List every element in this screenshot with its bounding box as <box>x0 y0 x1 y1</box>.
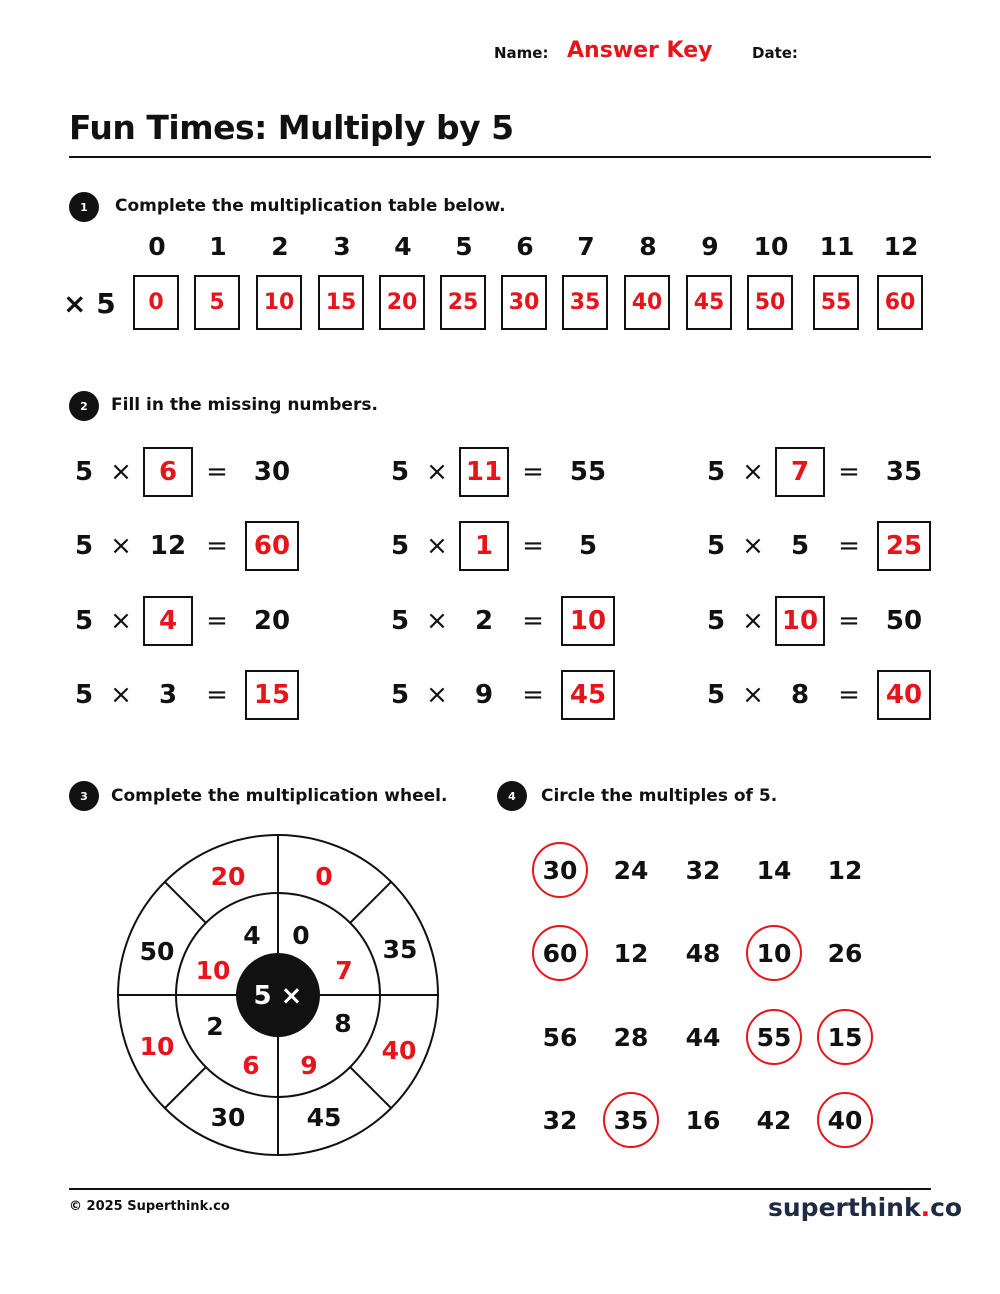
wheel-outer-number: 45 <box>306 1103 342 1132</box>
grid-number: 42 <box>756 1105 792 1135</box>
times-sign: × <box>742 531 764 561</box>
equals-sign: = <box>522 457 544 487</box>
grid-number: 48 <box>685 938 721 968</box>
wheel-inner-number: 7 <box>335 956 353 985</box>
equals-sign: = <box>206 680 228 710</box>
equation-term: 3 <box>158 680 178 710</box>
equation-term: 5 <box>74 457 94 487</box>
table-answer-box: 55 <box>813 275 859 330</box>
equals-sign: = <box>838 457 860 487</box>
wheel-spoke <box>165 882 206 923</box>
equation-term: 20 <box>253 606 291 636</box>
equation-term: 5 <box>390 680 410 710</box>
answer-box: 6 <box>143 447 193 497</box>
equals-sign: = <box>206 606 228 636</box>
grid-number: 12 <box>613 938 649 968</box>
times-sign: × <box>110 680 132 710</box>
table-answer-box: 15 <box>318 275 364 330</box>
page-title: Fun Times: Multiply by 5 <box>69 108 514 147</box>
table-header-cell: 7 <box>577 232 595 261</box>
question-2-badge: 2 <box>69 391 99 421</box>
wheel-inner-number: 0 <box>292 921 310 950</box>
equation-term: 9 <box>474 680 494 710</box>
question-2-instruction: Fill in the missing numbers. <box>111 395 378 415</box>
table-header-cell: 9 <box>701 232 719 261</box>
table-header-cell: 2 <box>271 232 289 261</box>
equation-term: 2 <box>474 606 494 636</box>
table-answer-box: 0 <box>133 275 179 330</box>
equation-term: 50 <box>885 606 923 636</box>
times-sign: × <box>426 457 448 487</box>
table-answer-box: 50 <box>747 275 793 330</box>
question-3-instruction: Complete the multiplication wheel. <box>111 786 448 806</box>
equals-sign: = <box>522 680 544 710</box>
circled-multiple: 60 <box>532 925 588 981</box>
times-five-label: × 5 <box>63 287 116 320</box>
answer-box: 7 <box>775 447 825 497</box>
table-answer-box: 5 <box>194 275 240 330</box>
circled-multiple: 35 <box>603 1092 659 1148</box>
grid-number: 16 <box>685 1105 721 1135</box>
equals-sign: = <box>206 531 228 561</box>
wheel-outer-number: 20 <box>210 862 246 891</box>
times-sign: × <box>110 457 132 487</box>
answer-box: 15 <box>245 670 299 720</box>
table-header-cell: 6 <box>516 232 534 261</box>
equation-term: 5 <box>706 531 726 561</box>
circled-multiple: 15 <box>817 1009 873 1065</box>
wheel-outer-number: 0 <box>315 862 333 891</box>
copyright: © 2025 Superthink.co <box>69 1199 230 1214</box>
times-sign: × <box>742 606 764 636</box>
brand-logo <box>768 1193 962 1222</box>
equation-term: 5 <box>706 457 726 487</box>
answer-box: 11 <box>459 447 509 497</box>
table-answer-box: 45 <box>686 275 732 330</box>
multiplication-wheel <box>115 832 441 1158</box>
circled-multiple: 55 <box>746 1009 802 1065</box>
table-answer-box: 10 <box>256 275 302 330</box>
footer-divider <box>69 1188 931 1190</box>
circled-multiple: 10 <box>746 925 802 981</box>
grid-number: 24 <box>613 855 649 885</box>
table-header-cell: 11 <box>819 232 855 261</box>
grid-number: 56 <box>542 1022 578 1052</box>
wheel-center-label: 5 × <box>253 981 303 1011</box>
question-4-badge: 4 <box>497 781 527 811</box>
wheel-outer-number: 50 <box>139 937 175 966</box>
equation-term: 8 <box>790 680 810 710</box>
wheel-inner-number: 6 <box>242 1051 260 1080</box>
wheel-spoke <box>165 1067 206 1108</box>
times-sign: × <box>426 606 448 636</box>
grid-number: 44 <box>685 1022 721 1052</box>
equation-term: 5 <box>706 680 726 710</box>
equation-term: 5 <box>578 531 598 561</box>
table-answer-box: 30 <box>501 275 547 330</box>
wheel-outer-number: 35 <box>382 935 418 964</box>
grid-number: 32 <box>685 855 721 885</box>
question-4-instruction: Circle the multiples of 5. <box>541 786 778 806</box>
equals-sign: = <box>206 457 228 487</box>
equation-term: 5 <box>74 680 94 710</box>
title-divider <box>69 156 931 158</box>
equation-term: 55 <box>569 457 607 487</box>
equation-term: 30 <box>253 457 291 487</box>
table-answer-box: 25 <box>440 275 486 330</box>
equation-term: 35 <box>885 457 923 487</box>
times-sign: × <box>742 680 764 710</box>
equals-sign: = <box>522 606 544 636</box>
times-sign: × <box>742 457 764 487</box>
equals-sign: = <box>838 606 860 636</box>
grid-number: 28 <box>613 1022 649 1052</box>
table-header-cell: 1 <box>209 232 227 261</box>
grid-number: 14 <box>756 855 792 885</box>
times-sign: × <box>110 606 132 636</box>
answer-box: 60 <box>245 521 299 571</box>
table-header-cell: 8 <box>639 232 657 261</box>
table-header-cell: 10 <box>753 232 789 261</box>
question-1-instruction: Complete the multiplication table below. <box>115 196 506 216</box>
times-sign: × <box>426 680 448 710</box>
table-header-cell: 5 <box>455 232 473 261</box>
times-sign: × <box>110 531 132 561</box>
wheel-inner-number: 8 <box>334 1009 352 1038</box>
answer-box: 25 <box>877 521 931 571</box>
equation-term: 5 <box>390 606 410 636</box>
date-label: Date: <box>752 44 798 62</box>
wheel-outer-number: 30 <box>210 1103 246 1132</box>
question-3-badge: 3 <box>69 781 99 811</box>
answer-box: 10 <box>561 596 615 646</box>
table-header-cell: 12 <box>883 232 919 261</box>
wheel-spoke <box>350 1067 391 1108</box>
grid-number: 26 <box>827 938 863 968</box>
equals-sign: = <box>838 680 860 710</box>
equals-sign: = <box>838 531 860 561</box>
grid-number: 32 <box>542 1105 578 1135</box>
table-header-cell: 0 <box>148 232 166 261</box>
name-value: Answer Key <box>567 38 713 63</box>
wheel-inner-number: 4 <box>243 921 261 950</box>
brand-dot: . <box>920 1193 931 1222</box>
equation-term: 5 <box>74 606 94 636</box>
table-answer-box: 40 <box>624 275 670 330</box>
wheel-outer-number: 40 <box>381 1036 417 1065</box>
equals-sign: = <box>522 531 544 561</box>
answer-box: 4 <box>143 596 193 646</box>
table-answer-box: 60 <box>877 275 923 330</box>
table-answer-box: 20 <box>379 275 425 330</box>
equation-term: 5 <box>390 457 410 487</box>
wheel-spoke <box>350 882 391 923</box>
answer-box: 40 <box>877 670 931 720</box>
equation-term: 5 <box>790 531 810 561</box>
table-header-cell: 4 <box>394 232 412 261</box>
wheel-inner-number: 2 <box>206 1012 224 1041</box>
table-header-cell: 3 <box>333 232 351 261</box>
circled-multiple: 30 <box>532 842 588 898</box>
equation-term: 5 <box>706 606 726 636</box>
answer-box: 10 <box>775 596 825 646</box>
table-answer-box: 35 <box>562 275 608 330</box>
wheel-inner-number: 10 <box>195 956 231 985</box>
grid-number: 12 <box>827 855 863 885</box>
question-1-badge: 1 <box>69 192 99 222</box>
wheel-inner-number: 9 <box>300 1051 318 1080</box>
brand-name: superthink <box>768 1193 921 1222</box>
equation-term: 12 <box>149 531 187 561</box>
answer-box: 1 <box>459 521 509 571</box>
name-label: Name: <box>494 44 549 62</box>
equation-term: 5 <box>390 531 410 561</box>
answer-box: 45 <box>561 670 615 720</box>
equation-term: 5 <box>74 531 94 561</box>
times-sign: × <box>426 531 448 561</box>
circled-multiple: 40 <box>817 1092 873 1148</box>
wheel-outer-number: 10 <box>139 1032 175 1061</box>
brand-tld: co <box>930 1193 963 1222</box>
